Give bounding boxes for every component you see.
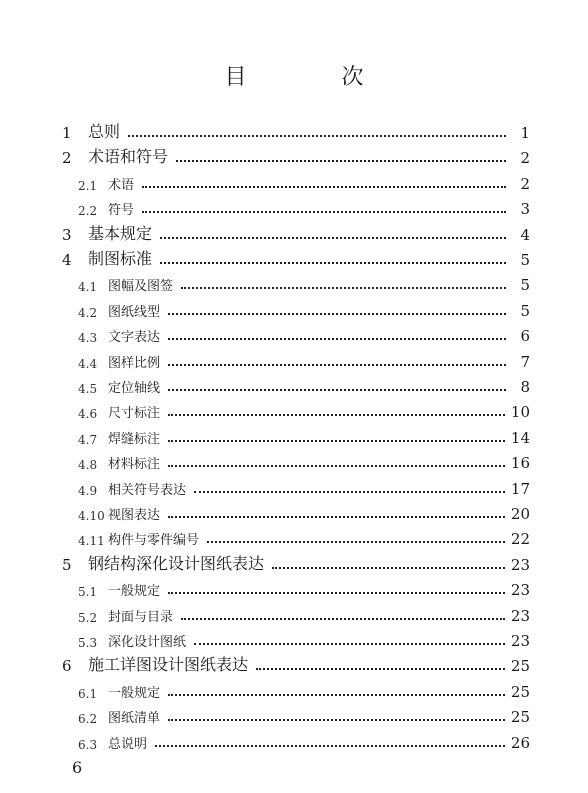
toc-entry-number: 2	[62, 149, 72, 168]
toc-section-entry	[78, 425, 530, 447]
toc-section-entry	[78, 526, 530, 548]
toc-entry-page: 5	[520, 251, 530, 269]
toc-entry-label: 一般规定	[108, 685, 161, 701]
dot-leader	[181, 617, 505, 620]
dot-leader	[168, 515, 505, 518]
toc-entry-number: 4.6	[78, 407, 98, 422]
dot-leader	[168, 464, 505, 467]
toc-section-entry	[78, 679, 530, 701]
dot-leader	[142, 210, 506, 213]
toc-entry-page: 4	[520, 225, 530, 244]
toc-entry-label: 术语和符号	[88, 147, 169, 167]
toc-section-entry	[78, 501, 530, 523]
toc-entry-label: 图样比例	[108, 355, 161, 371]
dot-leader	[160, 236, 506, 239]
toc-chapter-entry	[62, 247, 530, 269]
toc-entry-number: 4.4	[78, 356, 98, 371]
dot-leader	[168, 337, 506, 340]
toc-entry-page: 5	[520, 276, 530, 295]
toc-entry-number: 4.11	[78, 534, 105, 549]
toc-entry-number: 4.9	[78, 483, 98, 498]
toc-entry-page: 25	[510, 708, 530, 727]
toc-section-entry	[78, 323, 530, 345]
toc-section-entry	[78, 476, 530, 498]
toc-section-entry	[78, 374, 530, 396]
toc-entry-page: 1	[520, 124, 530, 142]
toc-entry-label: 视图表达	[108, 508, 161, 523]
toc-entry-page: 23	[510, 555, 530, 574]
toc-entry-page: 10	[510, 403, 530, 422]
toc-entry-number: 2.2	[78, 204, 98, 219]
dot-leader	[194, 490, 505, 493]
toc-entry-page: 3	[520, 200, 530, 219]
toc-entry-label: 制图标准	[88, 249, 153, 268]
toc-entry-number: 4.2	[78, 305, 98, 320]
toc-section-entry	[78, 196, 530, 218]
toc-entry-page: 23	[510, 606, 530, 625]
toc-entry-label: 图纸清单	[108, 711, 161, 727]
dot-leader	[176, 159, 506, 162]
toc-entry-label: 一般规定	[108, 584, 161, 600]
toc-entry-page: 2	[520, 174, 530, 193]
toc-section-entry	[78, 577, 530, 599]
toc-entry-label: 总则	[88, 122, 121, 141]
dot-leader	[128, 134, 506, 137]
toc-section-entry	[78, 272, 530, 294]
dot-leader	[155, 744, 505, 747]
dot-leader	[194, 642, 505, 645]
toc-entry-number: 4	[62, 251, 72, 269]
page-title: 目 次	[224, 65, 408, 90]
toc-entry-page: 20	[510, 505, 530, 523]
toc-entry-label: 文字表达	[108, 330, 161, 346]
toc-entry-page: 25	[510, 657, 530, 676]
toc-entry-label: 总说明	[108, 736, 148, 752]
toc-entry-page: 23	[510, 632, 530, 650]
toc-section-entry	[78, 298, 530, 320]
toc-entry-label: 封面与目录	[108, 609, 174, 625]
toc-section-entry	[78, 399, 530, 421]
dot-leader	[168, 591, 505, 594]
toc-entry-page: 5	[520, 301, 530, 320]
toc-entry-number: 4.1	[78, 280, 98, 295]
toc-entry-page: 22	[510, 530, 530, 549]
toc-entry-number: 3	[62, 225, 72, 244]
toc-chapter-entry	[62, 145, 530, 167]
toc-entry-number: 6	[62, 657, 72, 676]
dot-leader	[181, 286, 506, 289]
toc-entry-number: 4.3	[78, 331, 98, 346]
toc-entry-page: 25	[510, 682, 530, 701]
toc-entry-number: 6.1	[78, 686, 98, 701]
toc-entry-number: 5.2	[78, 610, 98, 625]
dot-leader	[168, 439, 505, 442]
toc-section-entry	[78, 628, 530, 650]
toc-entry-number: 6.3	[78, 737, 98, 752]
toc-entry-number: 4.5	[78, 382, 98, 396]
toc-chapter-entry	[62, 552, 530, 574]
toc-entry-page: 17	[510, 479, 530, 498]
toc-entry-label: 符号	[108, 203, 135, 219]
toc-entry-label: 定位轴线	[108, 381, 161, 396]
page-number: 6	[72, 758, 83, 777]
toc-entry-number: 5	[62, 555, 72, 574]
toc-entry-label: 材料标注	[108, 457, 161, 473]
toc-entry-label: 相关符号表达	[108, 482, 187, 498]
toc-entry-label: 尺寸标注	[108, 406, 161, 422]
toc-section-entry	[78, 450, 530, 472]
dot-leader	[160, 261, 506, 264]
toc-entry-page: 2	[520, 149, 530, 168]
dot-leader	[142, 185, 506, 188]
dot-leader	[207, 540, 505, 543]
dot-leader	[168, 718, 505, 721]
toc-section-entry	[78, 704, 530, 726]
toc-entry-page: 14	[510, 428, 530, 447]
toc-entry-page: 16	[510, 454, 530, 473]
toc-entry-number: 4.8	[78, 458, 98, 473]
dot-leader	[168, 693, 505, 696]
dot-leader	[256, 667, 505, 670]
toc-entry-number: 5.3	[78, 636, 98, 650]
toc-section-entry	[78, 730, 530, 752]
toc-entry-page: 8	[520, 378, 530, 396]
toc-entry-label: 深化设计图纸	[108, 635, 187, 650]
toc-entry-number: 4.10	[78, 509, 105, 523]
toc-chapter-entry	[62, 653, 530, 675]
dot-leader	[168, 413, 505, 416]
toc-entry-page: 23	[510, 581, 530, 600]
toc-entry-label: 基本规定	[88, 223, 153, 243]
toc-section-entry	[78, 349, 530, 371]
toc-entry-number: 6.2	[78, 712, 98, 727]
toc-entry-page: 7	[520, 352, 530, 371]
toc-entry-label: 施工详图设计图纸表达	[88, 655, 249, 675]
toc-entry-label: 图纸线型	[108, 304, 161, 320]
toc-entry-number: 2.1	[78, 178, 98, 193]
toc-entry-label: 图幅及图签	[108, 279, 174, 295]
dot-leader	[168, 363, 506, 366]
toc-entry-number: 1	[62, 124, 72, 142]
dot-leader	[168, 312, 506, 315]
dot-leader	[272, 566, 505, 569]
toc-chapter-entry	[62, 120, 530, 142]
toc-chapter-entry	[62, 222, 530, 244]
toc-entry-page: 26	[510, 733, 530, 752]
toc-entry-label: 钢结构深化设计图纸表达	[88, 553, 265, 573]
toc-section-entry	[78, 603, 530, 625]
toc-entry-number: 5.1	[78, 585, 98, 600]
toc-entry-label: 构件与零件编号	[108, 533, 200, 549]
dot-leader	[168, 388, 506, 391]
toc-entry-number: 4.7	[78, 432, 98, 447]
toc-entry-page: 6	[520, 327, 530, 346]
toc-entry-label: 术语	[108, 177, 135, 193]
toc-entry-label: 焊缝标注	[108, 431, 161, 447]
toc-section-entry	[78, 171, 530, 193]
